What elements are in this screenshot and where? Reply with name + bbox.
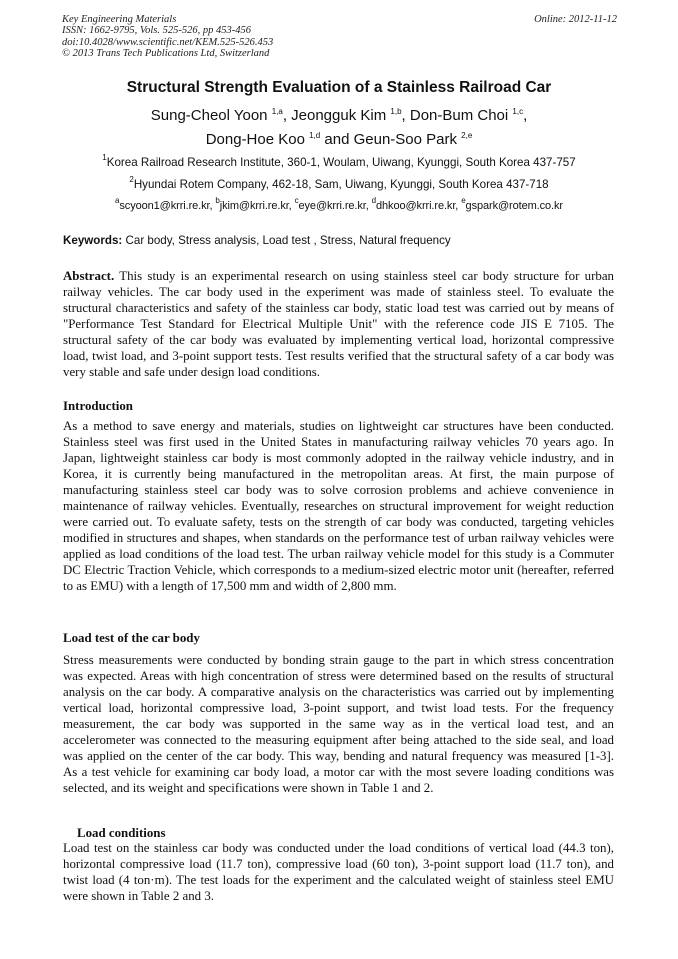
load-conditions-text: Load test on the stainless car body was conducted under the load conditions of vertical load (44.3 ton), horizontal compressive load (11.7 ton), compressive load (60 ton), 3-point support load (11.7 ton), and twist load (4 ton·m). The test loads for the experiment and the calculated weight of stainless steel EMU were shown in Table 2 and 3. <box>63 841 614 903</box>
email-address: jkim@krri.re.kr, <box>219 200 295 212</box>
author-name: Jeongguk Kim <box>291 107 391 124</box>
introduction-text: As a method to save energy and materials, studies on lightweight car structures have been conducted. Stainless steel was first used in the United States in manufacturing railway vehicles 70 years ago. In Japan, lightweight stainless car body is most commonly adopted in the railway vehicle industry, and in Korea, it is currently being manufactured in the metropolitan areas. At first, the main purpose of manufacturing stainless steel car body was to solve corrosion problems and achieve convenience in maintenance of railway vehicles. Eventually, researches on structural improvement for weight reduction were carried out. To evaluate safety, tests on the strength of car body was conducted, targeting vehicles modified in structures and shapes, when standards on the performance test of urban railway vehicles were applied as load conditions of the load test. The urban railway vehicle model for this study is a Commuter DC Electric Traction Vehicle, which corresponds to a medium-sized electric motor unit (hereafter, referred to as EMU) with a length of 17,500 mm and width of 2,800 mm. <box>63 419 614 593</box>
issn-line: ISSN: 1662-9795, Vols. 525-526, pp 453-456 <box>62 25 251 37</box>
author-separator: , <box>282 107 292 124</box>
affiliation-text: Korea Railroad Research Institute, 360-1, Woulam, Uiwang, Kyunggi, South Korea 437-757 <box>106 156 576 169</box>
author-sup: 1,a <box>271 107 283 116</box>
author-sup: 1,d <box>309 131 321 140</box>
email-address: eye@krri.re.kr, <box>298 200 372 212</box>
author-name: Sung-Cheol Yoon <box>150 107 272 124</box>
email-sup: c <box>294 196 299 205</box>
affiliation-sup: 2 <box>129 175 134 184</box>
author-name: Don-Bum Choi <box>409 107 513 124</box>
affiliation-sup: 1 <box>102 153 107 162</box>
email-sup: a <box>115 196 120 205</box>
author-separator: , <box>401 107 410 124</box>
affiliation-text: Hyundai Rotem Company, 462-18, Sam, Uiwang, Kyunggi, South Korea 437-718 <box>133 178 549 191</box>
paper-title: Structural Strength Evaluation of a Stainless Railroad Car <box>126 79 552 96</box>
affiliation-1 <box>40 153 638 169</box>
abstract <box>63 269 614 381</box>
affiliation-2 <box>40 175 638 191</box>
abstract-label: Abstract. <box>63 269 115 283</box>
keywords-text: Car body, Stress analysis, Load test , Stress, Natural frequency <box>122 234 451 247</box>
doi-line: doi:10.4028/www.scientific.net/KEM.525-526.453 <box>62 36 274 48</box>
author-list <box>40 104 638 152</box>
load-test-text: Stress measurements were conducted by bonding strain gauge to the part in which stress concentration was expected. Areas with high concentration of stress were determined based on the results of structural analysis on the car body. A comparative analysis on the characteristics was carried out by implementing vertical load, horizontal compressive load, 3-point support, and twist load tests. For the frequency measurement, the car body was supported in the same way as in the vertical load test, and an accelerometer was connected to the measuring equipment after being attached to the side seal, and load was applied on the center of the car body. This way, bending and natural frequency was measured [1-3]. As a test vehicle for examining car body load, a motor car with the most severe loading conditions was selected, and its weight and specifications were shown in Table 1 and 2. <box>63 653 614 795</box>
email-sup: b <box>215 196 220 205</box>
email-address: gspark@rotem.co.kr <box>465 200 563 212</box>
email-list <box>40 196 638 212</box>
author-name: Geun-Soo Park <box>353 131 462 148</box>
author-sup: 2,e <box>461 131 473 140</box>
author-line-2 <box>40 128 638 152</box>
author-separator: , <box>523 107 528 124</box>
email-address: dhkoo@krri.re.kr, <box>376 200 462 212</box>
email-sup: d <box>371 196 377 205</box>
journal-header <box>62 14 617 60</box>
load-conditions-heading: Load conditions <box>77 826 166 840</box>
author-line-1 <box>40 104 638 128</box>
abstract-text: This study is an experimental research on using stainless steel car body structure for urban railway vehicles. The car body used in the experiment was made of stainless steel. To evaluate the structural characteristics and safety of the stainless car body, static load test was carried out by means of "Performance Test Standard for Electrical Multiple Unit" with the reference code JIS E 7105. The structural safety of the car body was evaluated by implementing vertical load, horizontal compressive load, twist load, and 3-point support tests. Test results verified that the structural safety of a car body was very stable and safe under design load conditions. <box>63 269 614 379</box>
introduction-heading: Introduction <box>63 399 133 413</box>
copyright-line: © 2013 Trans Tech Publications Ltd, Switzerland <box>62 48 270 60</box>
online-date: Online: 2012-11-12 <box>534 14 617 25</box>
keywords-label: Keywords: <box>63 234 123 247</box>
author-sup: 1,b <box>390 107 402 116</box>
journal-name: Key Engineering Materials <box>62 14 177 25</box>
author-name: Dong-Hoe Koo <box>205 131 310 148</box>
email-sup: e <box>461 196 466 205</box>
email-address: scyoon1@krri.re.kr, <box>119 200 216 212</box>
keywords <box>63 234 623 247</box>
load-test-heading: Load test of the car body <box>63 631 200 645</box>
author-sup: 1,c <box>512 107 524 116</box>
author-separator: and <box>320 131 354 148</box>
